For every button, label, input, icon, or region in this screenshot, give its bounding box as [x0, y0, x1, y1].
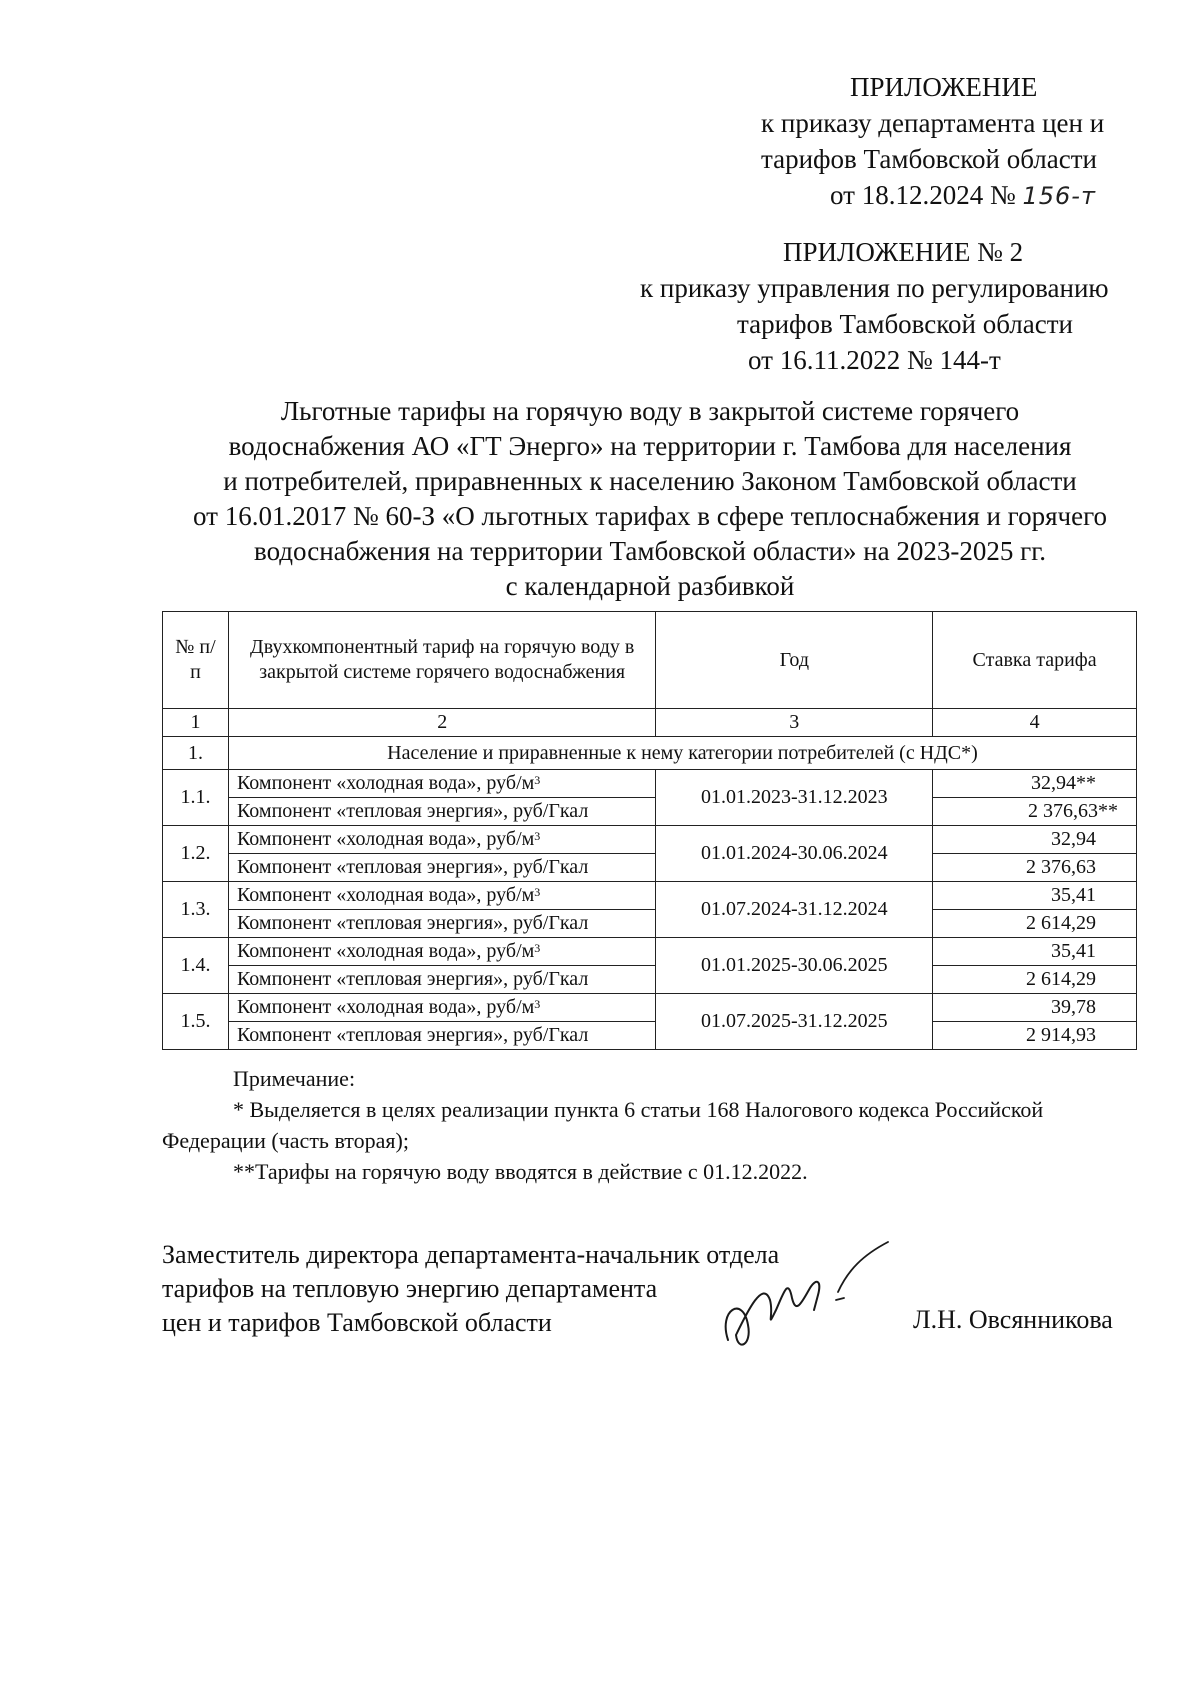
heat-energy-rate: 2 614,29	[933, 966, 1137, 994]
appendix-date	[830, 178, 1096, 214]
cold-water-rate: 35,41	[933, 882, 1137, 910]
signatory-line: тарифов на тепловую энергию департамента	[162, 1274, 658, 1303]
column-number: 4	[933, 709, 1137, 737]
title-line: и потребителей, приравненных к населению Законом Тамбовской области	[223, 466, 1077, 496]
heat-energy-rate: 2 914,93	[933, 1022, 1137, 1050]
tariff-table	[162, 611, 1137, 1050]
header-rate: Ставка тарифа	[933, 612, 1137, 709]
title-line: с календарной разбивкой	[505, 571, 795, 601]
heat-energy-rate: 2 376,63**	[933, 798, 1137, 826]
cold-water-rate: 39,78	[933, 994, 1137, 1022]
document-title	[150, 394, 1150, 604]
column-number-row	[163, 709, 1137, 737]
row-num: 1.4.	[163, 938, 229, 994]
section-label: Население и приравненные к нему категории потребителей (с НДС*)	[228, 737, 1136, 770]
column-number: 1	[163, 709, 229, 737]
component-heat-energy: Компонент «тепловая энергия», руб/Гкал	[228, 1022, 656, 1050]
table-row	[163, 966, 1137, 994]
component-cold-water: Компонент «холодная вода», руб/$м^3$	[228, 938, 656, 966]
table-row	[163, 826, 1137, 854]
table-row	[163, 938, 1137, 966]
table-row	[163, 770, 1137, 798]
section-row	[163, 737, 1137, 770]
heat-energy-rate: 2 614,29	[933, 910, 1137, 938]
header-num: № п/п	[163, 612, 229, 709]
component-cold-water: Компонент «холодная вода», руб/$м^3$	[228, 770, 656, 798]
row-num: 1.2.	[163, 826, 229, 882]
table-row	[163, 1022, 1137, 1050]
table-row	[163, 994, 1137, 1022]
row-num: 1.1.	[163, 770, 229, 826]
component-heat-energy: Компонент «тепловая энергия», руб/Гкал	[228, 910, 656, 938]
title-line: от 16.01.2017 № 60-З «О льготных тарифах в сфере теплоснабжения и горячего	[193, 501, 1107, 531]
notes-heading: Примечание:	[233, 1066, 356, 1091]
row-period: 01.01.2024-30.06.2024	[656, 826, 933, 882]
row-period: 01.07.2024-31.12.2024	[656, 882, 933, 938]
title-line: Льготные тарифы на горячую воду в закрытой системе горячего	[280, 396, 1020, 426]
header-year: Год	[656, 612, 933, 709]
section-num: 1.	[163, 737, 229, 770]
table-row	[163, 854, 1137, 882]
signatory-position	[162, 1238, 779, 1340]
cold-water-rate: 35,41	[933, 938, 1137, 966]
table-header-row	[163, 612, 1137, 709]
appendix-2-line: тарифов Тамбовской области	[737, 309, 1073, 339]
appendix-2-line: к приказу управления по регулированию	[640, 273, 1109, 303]
appendix-2-title: ПРИЛОЖЕНИЕ № 2	[783, 237, 1024, 267]
cold-water-rate: 32,94	[933, 826, 1137, 854]
notes-section	[162, 1063, 1142, 1187]
component-cold-water: Компонент «холодная вода», руб/$м^3$	[228, 826, 656, 854]
component-heat-energy: Компонент «тепловая энергия», руб/Гкал	[228, 854, 656, 882]
column-number: 3	[656, 709, 933, 737]
appendix-line: тарифов Тамбовской области	[761, 144, 1097, 174]
component-heat-energy: Компонент «тепловая энергия», руб/Гкал	[228, 798, 656, 826]
row-period: 01.01.2023-31.12.2023	[656, 770, 933, 826]
component-cold-water: Компонент «холодная вода», руб/$м^3$	[228, 994, 656, 1022]
note-2: **Тарифы на горячую воду вводятся в действие с 01.12.2022.	[233, 1159, 808, 1184]
table-row	[163, 882, 1137, 910]
appendix-date-prefix: от 18.12.2024 №	[830, 180, 1016, 210]
row-period: 01.01.2025-30.06.2025	[656, 938, 933, 994]
component-heat-energy: Компонент «тепловая энергия», руб/Гкал	[228, 966, 656, 994]
row-num: 1.5.	[163, 994, 229, 1050]
handwritten-signature-icon	[718, 1240, 898, 1360]
heat-energy-rate: 2 376,63	[933, 854, 1137, 882]
row-num: 1.3.	[163, 882, 229, 938]
column-number: 2	[228, 709, 656, 737]
appendix-title: ПРИЛОЖЕНИЕ	[850, 72, 1038, 102]
appendix-2-date: от 16.11.2022 № 144-т	[748, 345, 1001, 375]
table-row	[163, 798, 1137, 826]
row-period: 01.07.2025-31.12.2025	[656, 994, 933, 1050]
table-row	[163, 910, 1137, 938]
cold-water-rate: 32,94**	[933, 770, 1137, 798]
signatory-line: цен и тарифов Тамбовской области	[162, 1308, 552, 1337]
signatory-name: Л.Н. Овсянникова	[913, 1305, 1113, 1334]
signatory-line: Заместитель директора департамента-начальник отдела	[162, 1240, 780, 1269]
note-1: * Выделяется в целях реализации пункта 6 статьи 168 Налогового кодекса Российской Федерации (часть вторая);	[162, 1097, 1044, 1153]
header-tariff: Двухкомпонентный тариф на горячую воду в закрытой системе горячего водоснабжения	[228, 612, 656, 709]
component-cold-water: Компонент «холодная вода», руб/$м^3$	[228, 882, 656, 910]
title-line: водоснабжения АО «ГТ Энерго» на территории г. Тамбова для населения	[228, 431, 1072, 461]
handwritten-number: 156-т	[1022, 182, 1096, 210]
title-line: водоснабжения на территории Тамбовской области» на 2023-2025 гг.	[254, 536, 1046, 566]
appendix-line: к приказу департамента цен и	[761, 108, 1105, 138]
